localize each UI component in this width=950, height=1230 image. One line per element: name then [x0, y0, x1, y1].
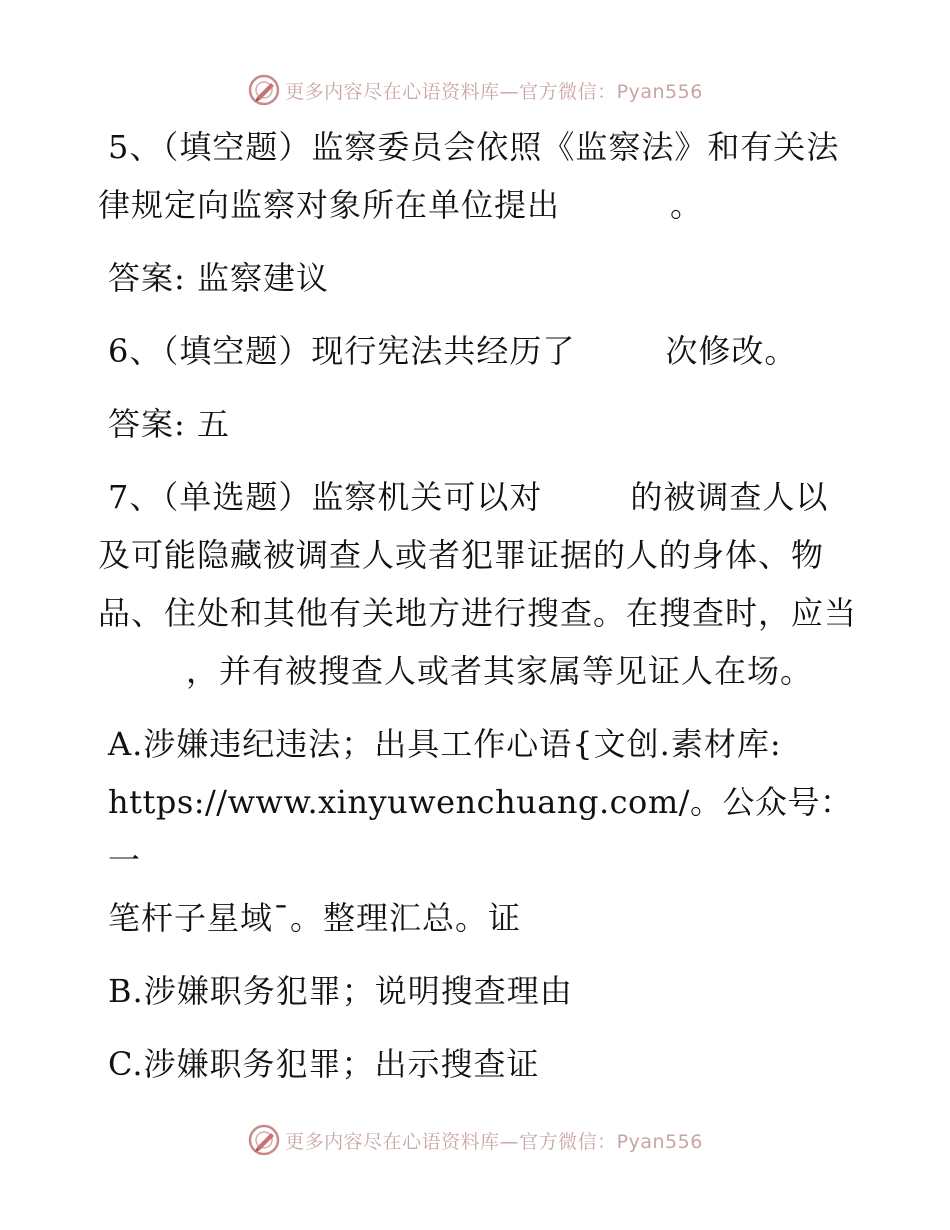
question-7-part1: 7、（单选题）监察机关可以对 [108, 478, 543, 516]
answer-6 [98, 395, 858, 453]
answer-label: 答案: [108, 259, 186, 297]
watermark-header [0, 70, 950, 110]
question-5-suffix: 。 [670, 186, 704, 224]
answer-5 [98, 249, 858, 307]
question-5 [98, 118, 858, 234]
option-a-line3: 笔杆子星域¯。整理汇总。证 [108, 899, 522, 937]
question-6 [98, 322, 858, 380]
brand-logo-icon [247, 73, 281, 107]
watermark-footer [0, 1120, 950, 1160]
option-a-line2: https://www.xinyuwenchuang.com/。公众号：一 [108, 783, 853, 879]
watermark-text: 更多内容尽在心语资料库—官方微信：Pyan556 [285, 1130, 703, 1153]
question-5-text: 5、（填空题）监察委员会依照《监察法》和有关法律规定向监察对象所在单位提出 [98, 128, 840, 224]
question-7 [98, 468, 858, 700]
watermark-text: 更多内容尽在心语资料库—官方微信：Pyan556 [285, 80, 703, 103]
option-b: B.涉嫌职务犯罪；说明搜查理由 [108, 972, 573, 1010]
option-c: C.涉嫌职务犯罪；出示搜查证 [108, 1045, 540, 1083]
question-6-text: 6、（填空题）现行宪法共经历了 [108, 332, 576, 370]
question-7-part2: 的被调查人以及可能隐藏被调查人或者犯罪证据的人的身体、物品、住处和其他有关地方进行搜查。在搜查时，应当 [98, 478, 858, 632]
brand-logo-icon [247, 1123, 281, 1157]
option-a [98, 715, 858, 947]
document-body [98, 118, 858, 1108]
question-7-part3: ，并有被搜查人或者其家属等见证人在场。 [186, 652, 814, 690]
option-a-line1: A.涉嫌违纪违法；出具工作心语{文创.素材库: [108, 725, 782, 763]
answer-label: 答案: [108, 405, 186, 443]
answer-5-value: 监察建议 [196, 259, 329, 297]
question-6-suffix: 次修改。 [665, 332, 798, 370]
answer-6-value: 五 [196, 405, 230, 443]
